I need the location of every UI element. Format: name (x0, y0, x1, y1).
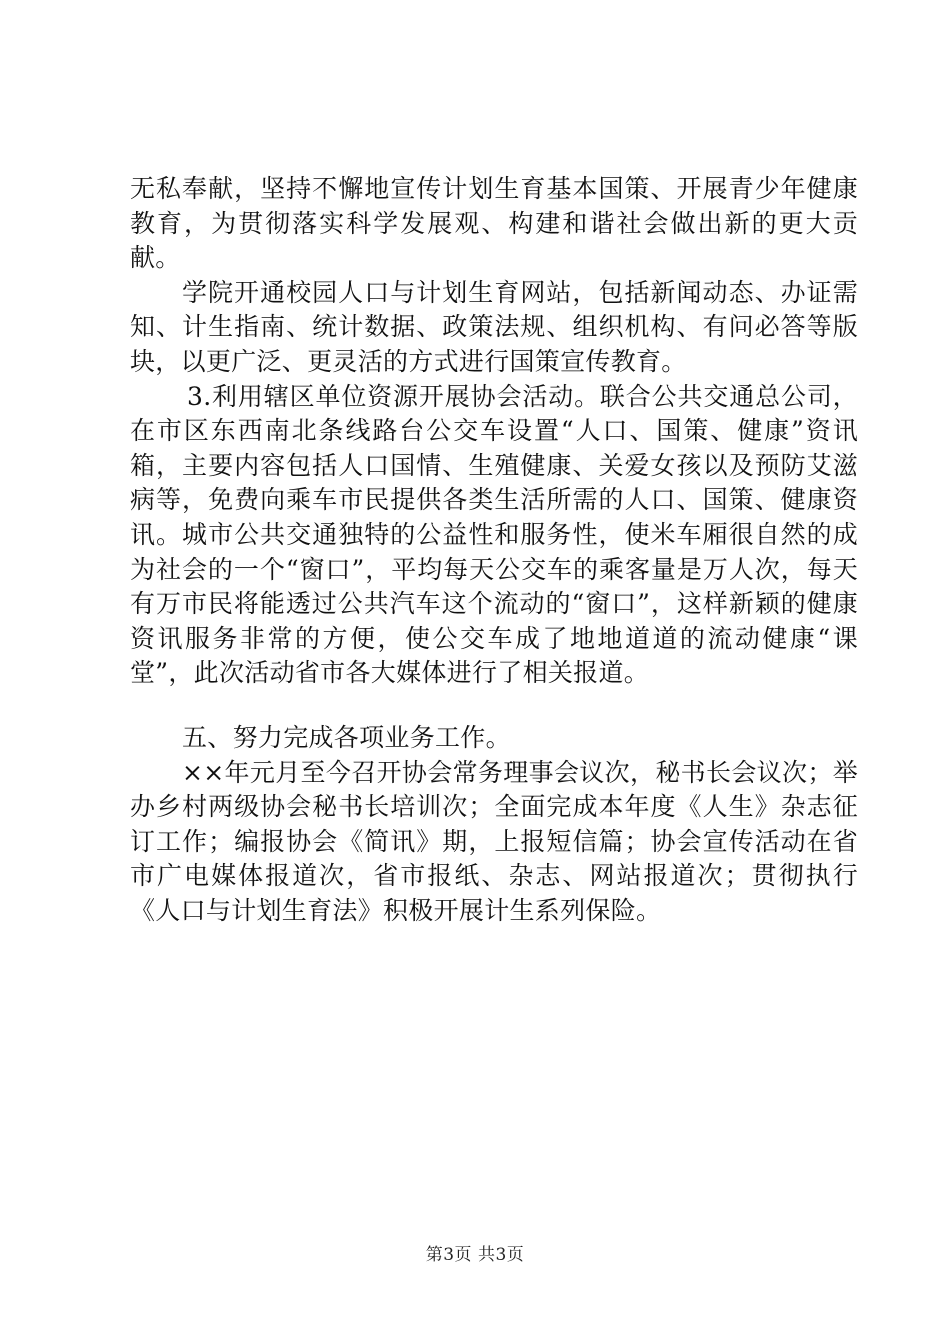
paragraph-campus-website: 学院开通校园人口与计划生育网站，包括新闻动态、办证需知、计生指南、统计数据、政策法规、组织机构、有问必答等版块，以更广泛、更灵活的方式进行国策宣传教育。 (130, 277, 858, 376)
paragraph-continuation: 无私奉献，坚持不懈地宣传计划生育基本国策、开展青少年健康教育，为贯彻落实科学发展观、构建和谐社会做出新的更大贡献。 (130, 174, 858, 273)
paragraph-bus-activity: 3.利用辖区单位资源开展协会活动。联合公共交通总公司，在市区东西南北条线路台公交车设置“人口、国策、健康”资讯箱，主要内容包括人口国情、生殖健康、关爱女孩以及预防艾滋病等，免费向乘车市民提供各类生活所需的人口、国策、健康资讯。城市公共交通独特的公益性和服务性，使米车厢很自然的成为社会的一个“窗口”，平均每天公交车的乘客量是万人次，每天有万市民将能透过公共汽车这个流动的“窗口”，这样新颖的健康资讯服务非常的方便，使公交车成了地地道道的流动健康“课堂”，此次活动省市各大媒体进行了相关报道。 (130, 381, 858, 688)
section-heading-five: 五、努力完成各项业务工作。 (182, 722, 511, 752)
document-body (130, 172, 858, 928)
paragraph-business-work: ××年元月至今召开协会常务理事会议次，秘书长会议次；举办乡村两级协会秘书长培训次；全面完成本年度《人生》杂志征订工作；编报协会《简讯》期，上报短信篇；协会宣传活动在省市广电媒体报道次，省市报纸、杂志、网站报道次；贯彻执行《人口与计划生育法》积极开展计生系列保险。 (130, 757, 858, 925)
page-footer: 第3页 共3页 (425, 1245, 525, 1265)
